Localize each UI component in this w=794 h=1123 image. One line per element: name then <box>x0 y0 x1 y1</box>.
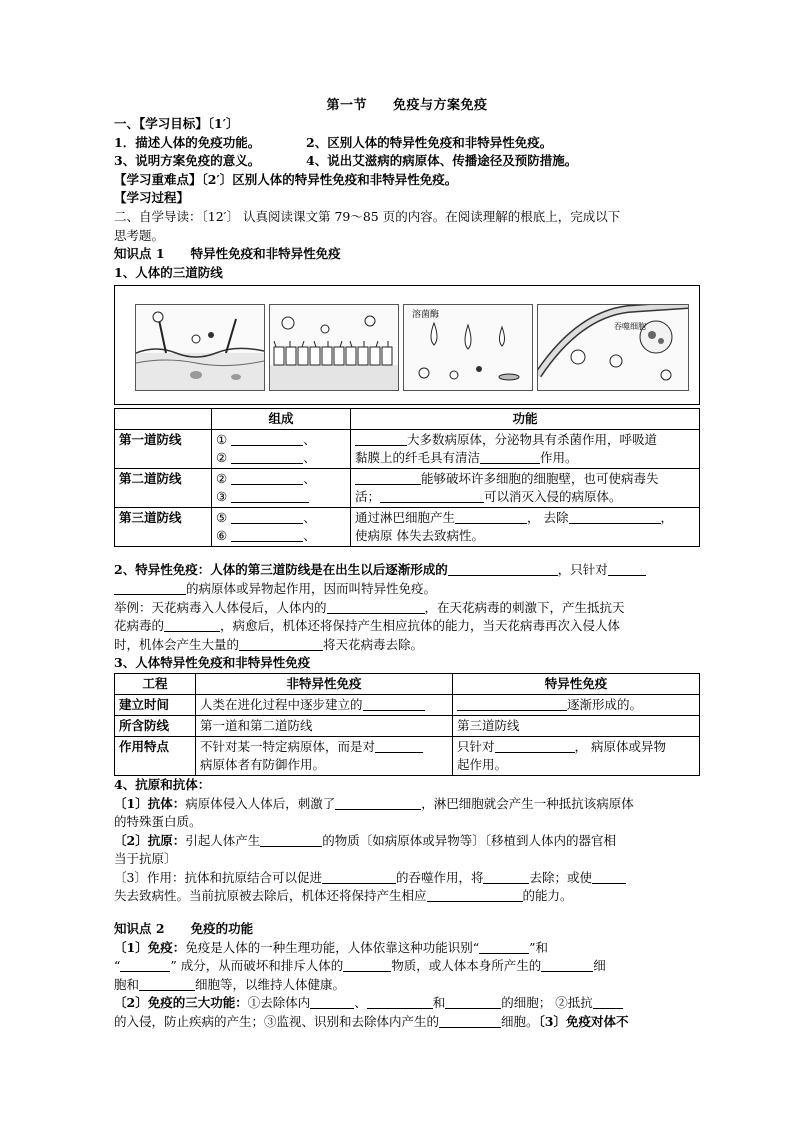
s2-text: ，只针对 <box>557 562 608 578</box>
section-4-title: 4、抗原和抗体： <box>114 776 211 792</box>
table-row <box>115 715 700 736</box>
s5-text: ”和 <box>529 939 548 955</box>
blank[interactable] <box>260 833 322 847</box>
blank[interactable] <box>569 510 661 524</box>
s5-text: 〔2〕免疫的三大功能： <box>114 995 248 1011</box>
function-text: 使病原 体失去致病性。 <box>355 528 484 544</box>
blank[interactable] <box>427 888 523 902</box>
separator: 、 <box>303 471 316 487</box>
t2-header-specific: 特异性免疫 <box>453 673 700 694</box>
function-text: ， <box>660 510 674 526</box>
knowledge-point-2 <box>114 920 700 939</box>
t2-header-nonspecific: 非特异性免疫 <box>196 673 453 694</box>
mucosa-cilia-illustration <box>269 304 399 391</box>
table-row <box>115 469 700 508</box>
s4-text: 失去致病性。当前抗原被去除后，机体还将保持产生相应 <box>114 888 427 904</box>
blank[interactable] <box>455 510 527 524</box>
goals-row-1 <box>114 134 700 153</box>
process-heading: 【学习过程】 <box>114 190 190 206</box>
row-name: 建立时间 <box>115 694 196 715</box>
row-name: 第三道防线 <box>115 508 212 547</box>
s5-text: 细 <box>593 958 606 974</box>
s5-text: 和 <box>432 995 446 1011</box>
blank[interactable] <box>120 958 170 972</box>
s4-text: 的物质〔如病原体或异物等〕〔移植到人体内的器官相 <box>322 832 616 848</box>
s4-text: 〔1〕抗体： <box>114 795 186 811</box>
section-1-title: 1、人体的三道防线 <box>114 264 223 280</box>
blank[interactable] <box>231 432 303 446</box>
composition-cell <box>212 508 351 547</box>
goals-heading: 一、【学习目标】〔1′〕 <box>114 116 239 131</box>
goals-row-2 <box>114 152 700 171</box>
s2-text: 的病原体或异物起作用，因而叫特异性免疫。 <box>186 580 437 596</box>
s5-text: 物质，或人体本身所产生的 <box>391 958 542 974</box>
separator: 、 <box>303 528 316 544</box>
row-name: 第二道防线 <box>115 469 212 508</box>
blank[interactable] <box>608 562 646 576</box>
t1-header-function: 功能 <box>351 409 700 430</box>
section-4-antigen-antibody <box>114 776 700 906</box>
cell-text: 逐渐形成的。 <box>567 696 643 712</box>
blank[interactable] <box>139 977 195 991</box>
blank[interactable] <box>593 995 623 1009</box>
goal-2: 2、区别人体的特异性免疫和非特异性免疫。 <box>306 134 553 150</box>
blank[interactable] <box>495 739 575 753</box>
blank[interactable] <box>322 870 396 884</box>
defense-lines-table <box>114 408 700 547</box>
s5-text: 细胞。 <box>501 1014 539 1030</box>
s5-text: 胞和 <box>114 976 140 992</box>
specific-cell <box>453 694 700 715</box>
s4-text: 病原体侵入人体后，刺激了 <box>185 795 336 811</box>
s2-text: 2、特异性免疫：人体的第三道防线是在出生以后逐渐形成的 <box>114 562 448 578</box>
section-2-specific-immunity <box>114 561 700 654</box>
function-text: 能够破坏许多细胞的细胞壁，也可使病毒失 <box>421 471 659 487</box>
function-cell <box>351 469 700 508</box>
table-row <box>115 430 700 469</box>
cell-text: 病原体者有防御作用。 <box>200 756 326 772</box>
kp1-title: 特异性免疫和非特异性免疫 <box>190 246 341 262</box>
function-text: 通过淋巴细胞产生 <box>355 510 456 526</box>
composition-cell <box>212 469 351 508</box>
specific-cell <box>453 736 700 775</box>
worksheet <box>114 94 700 1032</box>
nonspecific-cell <box>196 694 453 715</box>
s5-text: 免疫是人体的一种生理功能，人体依靠这种功能识别“ <box>185 939 480 955</box>
item-marker: ⑤ <box>216 510 228 526</box>
key-points: 【学习重难点】〔2′〕区别人体的特异性免疫和非特异性免疫。 <box>114 171 458 187</box>
blank[interactable] <box>445 995 501 1009</box>
blank[interactable] <box>439 1014 501 1028</box>
blank[interactable] <box>343 958 391 972</box>
s4-text: 去除；或使 <box>529 869 592 885</box>
section-3-title: 3、人体特异性免疫和非特异性免疫 <box>114 655 311 671</box>
lysozyme-illustration <box>403 304 533 391</box>
page-title <box>114 94 700 113</box>
s5-text: “ <box>114 958 121 974</box>
blank[interactable] <box>239 637 323 651</box>
s5-text: 、 <box>354 995 367 1011</box>
immunity-comparison-table <box>114 673 700 776</box>
function-text: 活； <box>355 489 381 505</box>
row-name: 所含防线 <box>115 715 196 736</box>
s4-text: 的特殊蛋白质。 <box>114 814 202 830</box>
item-marker: ③ <box>216 489 228 505</box>
blank[interactable] <box>592 870 626 884</box>
blank[interactable] <box>457 697 567 711</box>
function-text: 可以消灭入侵的病原体。 <box>484 489 622 505</box>
blank[interactable] <box>114 581 186 595</box>
s2-text: ，病愈后，机体还将保持产生相应抗体的能力，当天花病毒再次入侵人体 <box>220 618 621 634</box>
s2-text: 举例：天花病毒入人体侵后，人体内的 <box>114 599 327 615</box>
nonspecific-cell <box>196 736 453 775</box>
specific-cell: 第三道防线 <box>453 715 700 736</box>
s5-text: ” 成分，从而破坏和排斥人体的 <box>170 958 344 974</box>
s4-text: 当于抗原〕 <box>114 851 177 867</box>
blank[interactable] <box>541 958 593 972</box>
item-marker: ⑥ <box>216 528 228 544</box>
goal-4: 4、说出艾滋病的病原体、传播途径及预防措施。 <box>306 153 578 169</box>
composition-cell <box>212 430 351 469</box>
t1-corner <box>115 409 212 430</box>
guide-line-1: 二、自学导读：〔12′〕 认真阅读课文第 79～85 页的内容。在阅读理解的根底上，完成以下 <box>114 208 621 224</box>
lysozyme-label: 溶菌酶 <box>412 310 440 321</box>
kp2-label: 知识点 2 <box>114 921 165 937</box>
s2-text: 花病毒的 <box>114 618 165 634</box>
cell-text: ， 病原体或异物 <box>574 738 666 754</box>
section-5-immune-function <box>114 939 700 1032</box>
blank[interactable] <box>231 528 303 542</box>
blank[interactable] <box>355 432 407 446</box>
s4-text: 〔3〕作用：抗体和抗原结合可以促进 <box>114 869 322 885</box>
kp1-label: 知识点 1 <box>114 246 165 262</box>
s2-text: ，在天花病毒的刺激下，产生抵抗天 <box>424 599 625 615</box>
kp2-title: 免疫的功能 <box>190 921 254 937</box>
row-name: 第一道防线 <box>115 430 212 469</box>
cell-text: 不针对某一特定病原体，而是对 <box>200 738 376 754</box>
skin-barrier-illustration <box>135 304 265 391</box>
t2-header-item: 工程 <box>115 673 196 694</box>
s5-text: ①去除体内 <box>247 995 311 1011</box>
s5-text: 〔1〕免疫： <box>114 939 186 955</box>
function-text: 大多数病原体，分泌物具有杀菌作用，呼吸道 <box>407 432 658 448</box>
three-defense-lines-figure <box>114 285 700 405</box>
guide-line-2: 思考题。 <box>114 227 165 243</box>
blank[interactable] <box>231 510 303 524</box>
title-section: 第一节 <box>326 98 367 113</box>
phagocyte-illustration <box>537 304 689 391</box>
blank[interactable] <box>231 471 303 485</box>
s5-text: 的细胞； ②抵抗 <box>501 995 593 1011</box>
goal-3: 3、说明方案免疫的意义。 <box>114 153 261 169</box>
s5-text: 〔3〕免疫对体不 <box>538 1014 629 1030</box>
blank[interactable] <box>231 489 309 503</box>
cell-text: 人类在进化过程中逐步建立的 <box>200 696 363 712</box>
blank[interactable] <box>164 618 220 632</box>
blank[interactable] <box>327 600 425 614</box>
table-row <box>115 508 700 547</box>
knowledge-point-1 <box>114 245 700 264</box>
s5-text: 的入侵，防止疾病的产生；③监视、识别和去除体内产生的 <box>114 1014 440 1030</box>
nonspecific-cell: 第一道和第二道防线 <box>196 715 453 736</box>
s4-text: ，淋巴细胞就会产生一种抵抗该病原体 <box>421 795 634 811</box>
function-cell <box>351 430 700 469</box>
blank[interactable] <box>355 471 421 485</box>
phagocyte-label: 吞噬细胞 <box>614 322 646 332</box>
separator: 、 <box>303 510 316 526</box>
blank[interactable] <box>367 995 433 1009</box>
title-topic: 免疫与方案免疫 <box>393 98 488 113</box>
s4-text: 的能力。 <box>522 888 573 904</box>
item-marker: ① <box>216 432 228 448</box>
separator: 、 <box>303 432 316 448</box>
blank[interactable] <box>483 870 529 884</box>
s2-text: 时，机体会产生大量的 <box>114 636 240 652</box>
table-row <box>115 694 700 715</box>
blank[interactable] <box>448 562 558 576</box>
cell-text: 只针对 <box>457 738 495 754</box>
blank[interactable] <box>380 489 484 503</box>
blank[interactable] <box>480 450 540 464</box>
cell-text: 起作用。 <box>457 756 508 772</box>
function-text: 黏膜上的纤毛具有清洁 <box>355 450 481 466</box>
blank[interactable] <box>375 739 423 753</box>
s4-text: 引起人体产生 <box>185 832 261 848</box>
item-marker: ② <box>216 450 228 466</box>
blank[interactable] <box>335 796 421 810</box>
row-name: 作用特点 <box>115 736 196 775</box>
s4-text: 〔2〕抗原： <box>114 832 186 848</box>
blank[interactable] <box>363 697 425 711</box>
blank[interactable] <box>231 450 303 464</box>
t1-header-composition: 组成 <box>212 409 351 430</box>
separator: 、 <box>303 450 316 466</box>
blank[interactable] <box>479 940 529 954</box>
function-text: ， 去除 <box>527 510 569 526</box>
function-text: 作用。 <box>540 450 578 466</box>
s4-text: 的吞噬作用，将 <box>395 869 484 885</box>
s5-text: 细胞等，以维持人体健康。 <box>195 976 346 992</box>
blank[interactable] <box>310 995 354 1009</box>
s2-text: 将天花病毒去除。 <box>323 636 424 652</box>
table-row <box>115 736 700 775</box>
goal-1: 1．描述人体的免疫功能。 <box>114 134 261 150</box>
item-marker: ② <box>216 471 228 487</box>
function-cell <box>351 508 700 547</box>
